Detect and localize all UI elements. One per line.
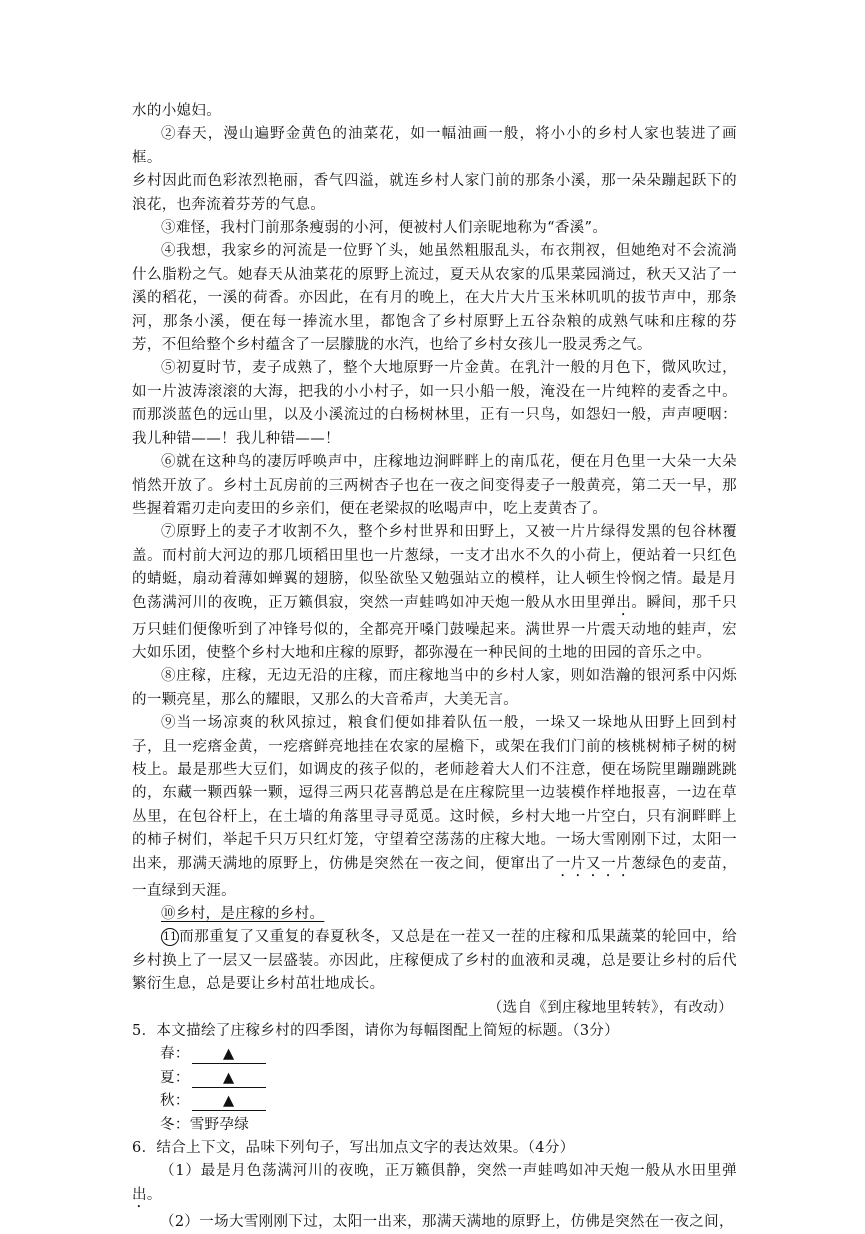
summer-answer-blank[interactable]: ▲ <box>192 1069 266 1088</box>
question-6-1-end: 。 <box>146 1186 162 1203</box>
paragraph-3: ③难怪，我村门前那条瘦弱的小河，便被村人们亲昵地称为“香溪”。 <box>161 220 608 237</box>
question-6-1 <box>132 1160 737 1210</box>
circled-number-11: 11 <box>161 928 179 946</box>
summer-label: 夏： <box>160 1069 190 1086</box>
autumn-label: 秋： <box>160 1093 190 1110</box>
paragraph-7 <box>132 521 737 665</box>
paragraph-2: ②春天，漫山遍野金黄色的油菜花，如一幅油画一般，将小小的乡村人家也装进了画框。 <box>132 126 737 166</box>
question-6: 6．结合上下文，品味下列句子，写出加点文字的表达效果。（4分） <box>132 1140 575 1157</box>
paragraph-6: ⑥就在这种鸟的凄厉呼唤声中，庄稼地边涧畔畔上的南瓜花，便在月色里一大朵一大朵悄然开放了。乡村土瓦房前的三两树杏子也在一夜之间变得麦子一般黄亮，第二天一早，那些握着霜刃走向麦田的乡亲们，便在老梁叔的吆喝声中，吃上麦黄杏了。 <box>132 454 737 517</box>
paragraph-9-text: ⑨当一场凉爽的秋风掠过，粮食们便如排着队伍一般，一垛又一垛地从田野上回到村子，且一疙瘩金黄，一疙瘩鲜亮地挂在农家的屋檐下，或架在我们门前的核桃树柿子树的树枝上。最是那些大豆们，如调皮的孩子似的，老师趁着大人们不注意，便在场院里蹦蹦跳跳的，东藏一颗西躲一颗，逗得三两只花喜鹊总是在庄稼院里一边装模作样地报喜，一边在草丛里，在包谷杆上，在土墙的角落里寻寻觅觅。这时候，乡村大地一片空白，只有涧畔畔上的柿子树们，举起千只万只红灯笼，守望着空荡荡的庄稼大地。一场大雪刚刚下过，太阳一出来，那满天满地的原野上，仿佛是突然在一夜之间，便窜出了 <box>132 715 737 872</box>
paragraph-8: ⑧庄稼，庄稼，无边无沿的庄稼，而庄稼地当中的乡村人家，则如浩瀚的银河系中闪烁的一颗亮星，那么的耀眼，又那么的大音希声，大美无言。 <box>132 668 737 708</box>
paragraph-9-text-end: 葱绿色的麦苗，一直绿到天涯。 <box>132 855 737 899</box>
paragraph-7-text-end: 。瞬间，那千只万只蛙们便像听到了冲锋号似的，全都亮开嗓门鼓噪起来。满世界一片震天动地的蛙声，宏大如乐团，使整个乡村大地和庄稼的原野，都弥漫在一种民间的土地的田园的音乐之中。 <box>132 594 737 661</box>
paragraph-10 <box>132 903 737 926</box>
paragraph: 水的小媳妇。 <box>132 103 222 119</box>
underlined-sentence: ⑩乡村，是庄稼的乡村。 <box>161 906 325 922</box>
paragraph-9 <box>132 712 737 903</box>
paragraph-11 <box>132 926 737 996</box>
passage-body <box>132 100 737 1234</box>
question-5: 5．本文描绘了庄稼乡村的四季图，请你为每幅图配上简短的标题。（3分） <box>132 1023 620 1040</box>
answer-spring <box>132 1043 737 1066</box>
source-citation: （选自《到庄稼地里转转》，有改动） <box>487 999 733 1016</box>
spring-answer-blank[interactable]: ▲ <box>192 1045 266 1064</box>
paragraph-5: ⑤初夏时节，麦子成熟了，整个大地原野一片金黄。在乳汁一般的月色下，微风吹过，如一片波涛滚滚的大海，把我的小小村子，如一只小船一般，淹没在一片纯粹的麦香之中。而那淡蓝色的远山里，以及小溪流过的白杨树林里，正有一只鸟，如怨妇一般，声声哽咽：我儿种错——！我儿种错——！ <box>132 360 737 447</box>
paragraph-2-cont: 乡村因此而色彩浓烈艳丽，香气四溢，就连乡村人家门前的那条小溪，那一朵朵蹦起跃下的浪花，也奔流着芬芳的气息。 <box>132 173 737 213</box>
paragraph-7-text: ⑦原野上的麦子才收割不久，整个乡村世界和田野上，又被一片片绿得发黑的包谷林覆盖。而村前大河边的那几顷稻田里也一片葱绿，一支才出水不久的小荷上，便站着一只红色的蜻蜓，扇动着薄如蝉翼的翅膀，似坠欲坠又勉强站立的模样，让人顿生怜悯之情。最是月色荡满河川的夜晚，正万籁俱寂，突然一声蛙鸣如冲天炮一般从水田里弹 <box>132 524 737 611</box>
autumn-answer-blank[interactable]: ▲ <box>192 1092 266 1111</box>
answer-autumn <box>132 1090 737 1113</box>
question-6-2: （2）一场大雪刚刚下过，太阳一出来，那满天满地的原野上，仿佛是突然在一夜之间， <box>160 1213 734 1230</box>
spring-label: 春： <box>160 1046 190 1063</box>
question-6-1-text: （1）最是月色荡满河川的夜晚，正万籁俱静，突然一声蛙鸣如冲天炮一般从水田里弹 <box>160 1163 737 1180</box>
dotted-word: 出 <box>616 594 632 611</box>
answer-summer <box>132 1067 737 1090</box>
answer-winter: 冬：雪野孕绿 <box>160 1116 250 1133</box>
paragraph-4: ④我想，我家乡的河流是一位野丫头，她虽然粗服乱头，布衣荆衩，但她绝对不会流淌什么脂粉之气。她春天从油菜花的原野上流过，夏天从农家的瓜果菜园淌过，秋天又沾了一溪的稻花，一溪的荷香。亦因此，在有月的晚上，在大片大片玉米林叽叽的拔节声中，那条河，那条小溪，便在每一捧流水里，都饱含了乡村原野上五谷杂粮的成熟气味和庄稼的芬芳，不但给整个乡村蕴含了一层朦胧的水汽，也给了乡村女孩儿一股灵秀之气。 <box>132 243 737 354</box>
dotted-phrase: 一片又一片 <box>555 855 632 872</box>
paragraph-11-text: 而那重复了又重复的春夏秋冬，又总是在一茬又一茬的庄稼和瓜果蔬菜的轮回中，给乡村换上了一层又一层盛装。亦因此，庄稼便成了乡村的血液和灵魂，总是要让乡村的后代繁衍生息，总是要让乡村茁壮地成长。 <box>132 929 737 993</box>
dotted-word: 出 <box>132 1186 147 1203</box>
